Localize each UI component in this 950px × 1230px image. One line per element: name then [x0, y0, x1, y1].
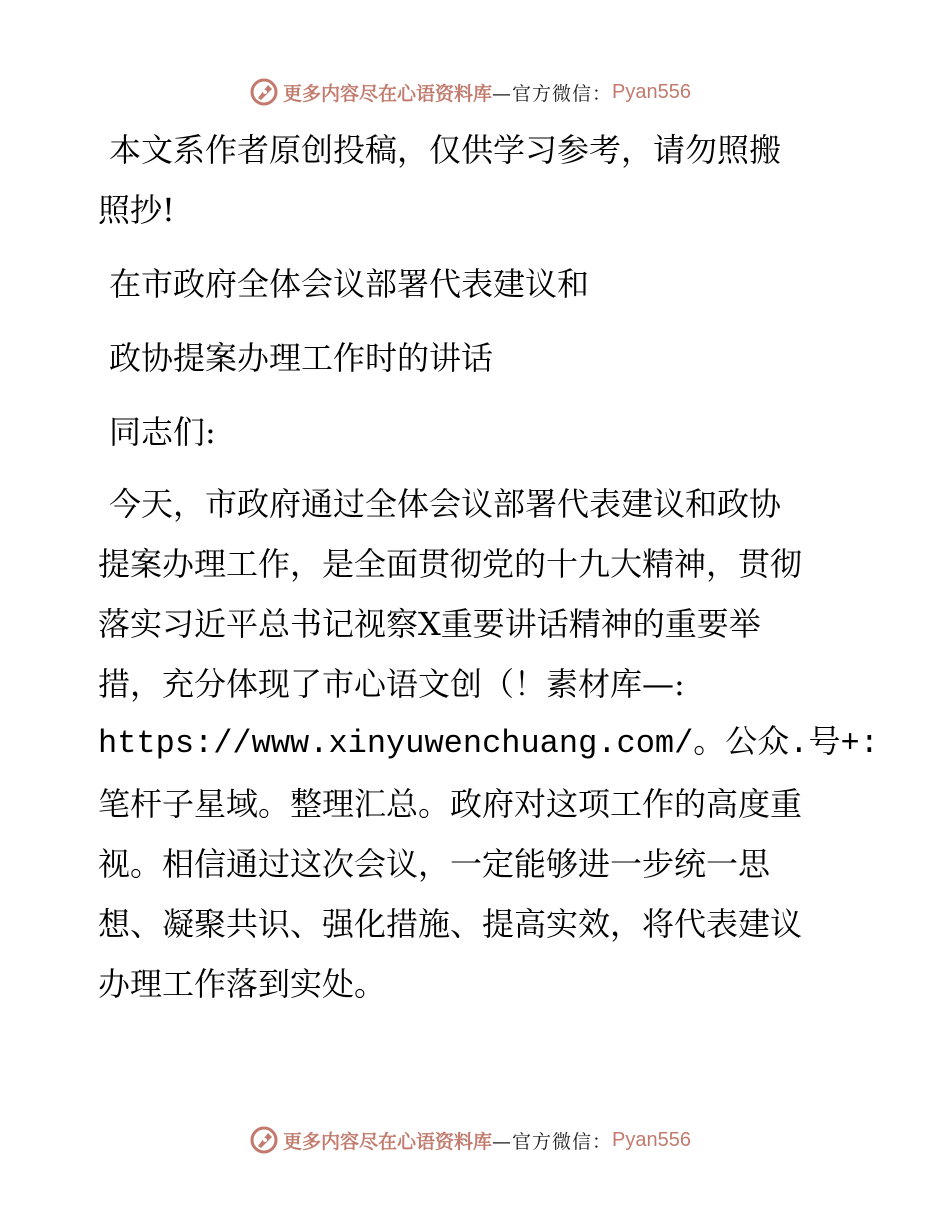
pen-nib-logo-icon [249, 77, 279, 107]
footer-watermark [0, 1120, 950, 1160]
watermark-wechat-id: Pyan556 [612, 1128, 691, 1151]
pen-nib-logo-icon [249, 1125, 279, 1155]
watermark-wechat-label: —官方微信： [492, 1130, 613, 1153]
body-line: 办理工作落到实处。 [98, 965, 387, 1003]
document-title: 在市政府全体会议部署代表建议和 [109, 265, 590, 303]
notice-line: 照抄! [98, 191, 175, 229]
body-line: 笔杆子星域。整理汇总。政府对这项工作的高度重 [98, 785, 803, 823]
body-line: 今天，市政府通过全体会议部署代表建议和政协 [109, 485, 782, 523]
body-line: 想、凝聚共识、强化措施、提高实效，将代表建议 [98, 905, 803, 943]
header-watermark [0, 72, 950, 112]
body-line: 提案办理工作，是全面贯彻党的十九大精神，贯彻 [98, 545, 803, 583]
watermark-wechat-label: —官方微信： [492, 82, 613, 105]
body-line: 措，充分体现了市心语文创（！素材库—: [98, 665, 685, 703]
body-line: https://www.xinyuwenchuang.com/。公众.号+: [98, 725, 879, 762]
body-line: 视。相信通过这次会议，一定能够进一步统一思 [98, 845, 771, 883]
document-title: 政协提案办理工作时的讲话 [109, 339, 494, 377]
notice-line: 本文系作者原创投稿，仅供学习参考，请勿照搬 [109, 131, 782, 169]
watermark-text: 更多内容尽在心语资料库 [283, 82, 493, 105]
watermark-wechat-id: Pyan556 [612, 80, 691, 103]
salutation: 同志们: [109, 413, 216, 451]
watermark-text: 更多内容尽在心语资料库 [283, 1130, 493, 1153]
body-line: 落实习近平总书记视察X重要讲话精神的重要举 [98, 605, 761, 643]
document-body [98, 120, 879, 1014]
